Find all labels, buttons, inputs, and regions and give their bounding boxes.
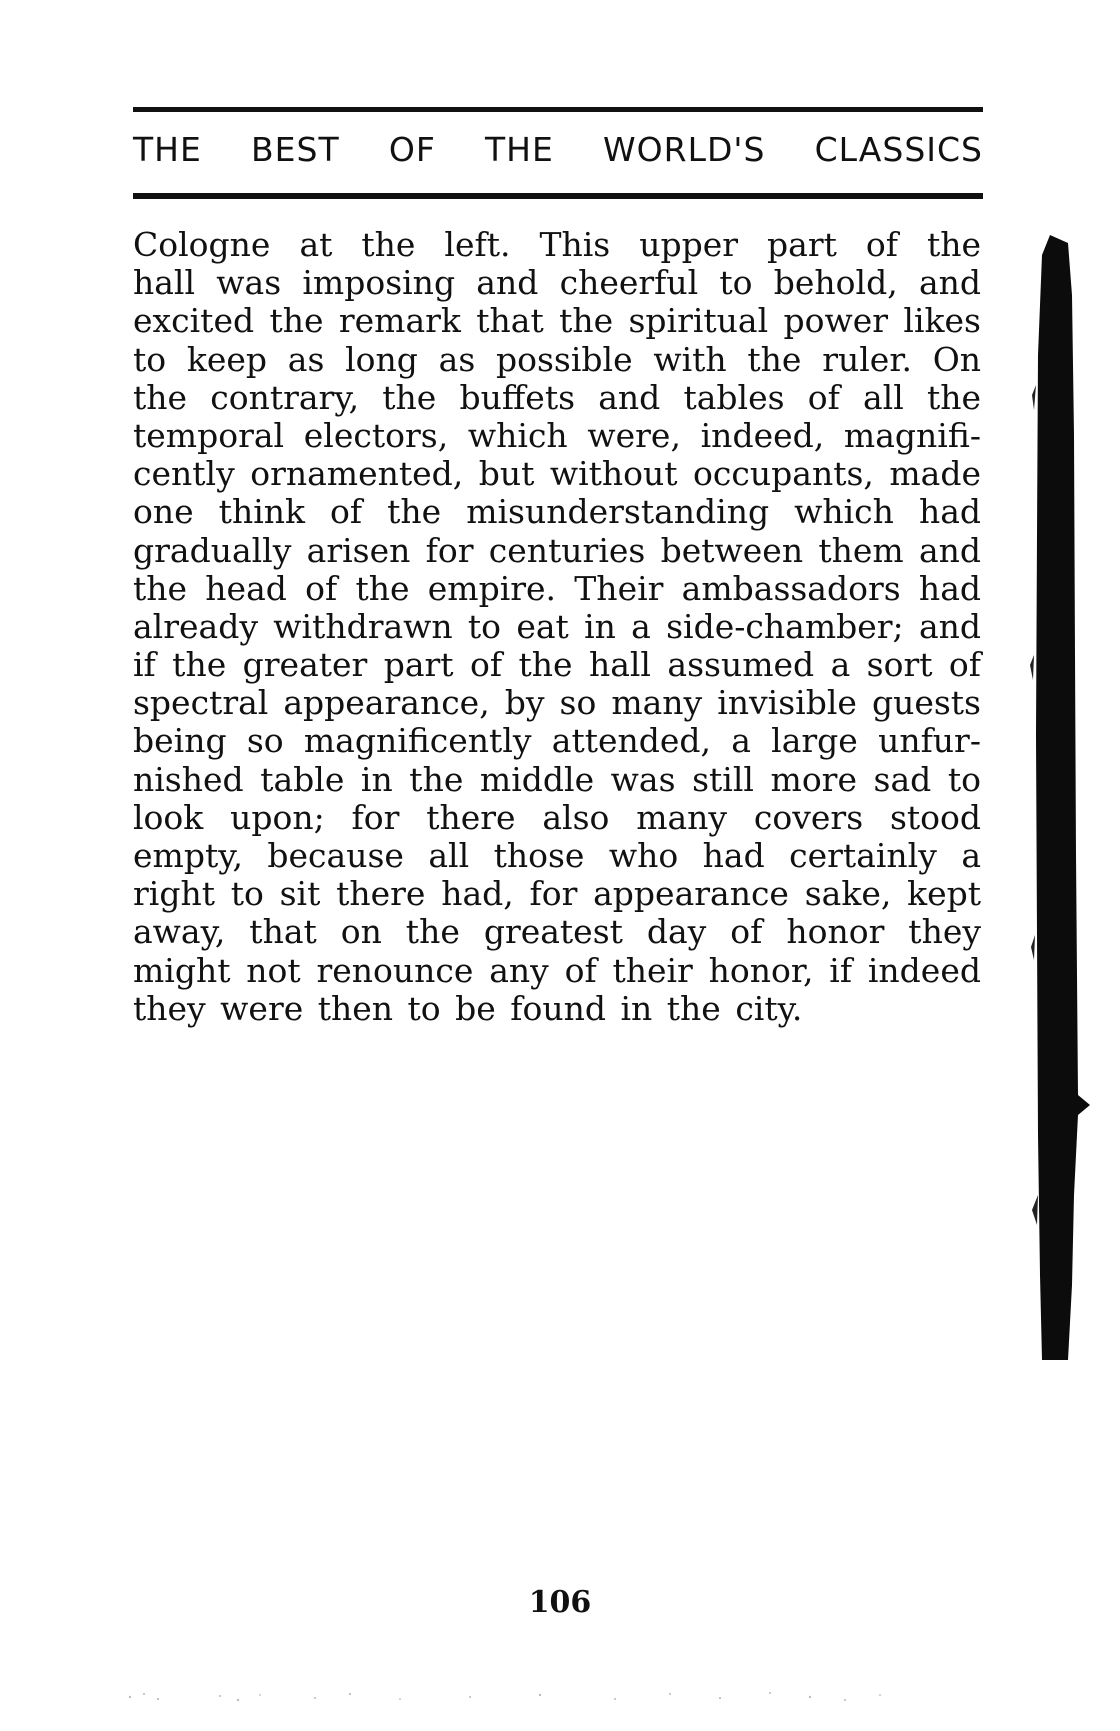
text-line: spectral appearance, by so many invisible guests <box>133 683 981 723</box>
text-line: to keep as long as possible with the ruler. On <box>133 339 981 379</box>
text-line: empty, because all those who had certainly a <box>133 836 981 875</box>
text-line: one think of the misunderstanding which had <box>133 492 981 532</box>
header-bottom-rule <box>133 193 983 199</box>
text-line: right to sit there had, for appearance sake, kept <box>133 874 981 914</box>
page-number: 106 <box>528 1585 592 1620</box>
text-line: already withdrawn to eat in a side-chamber; and <box>133 606 981 646</box>
running-title: THE BEST OF THE WORLD'S CLASSICS <box>133 130 983 169</box>
body-text <box>133 226 981 1028</box>
text-line: might not renounce any of their honor, if indeed <box>133 950 981 990</box>
binding-shadow <box>1028 235 1098 1360</box>
text-line: cently ornamented, but without occupants, made <box>133 454 981 494</box>
text-line: the head of the empire. Their ambassadors had <box>133 568 981 608</box>
text-line: the contrary, the buffets and tables of all the <box>133 377 981 417</box>
text-line: away, that on the greatest day of honor they <box>133 912 981 952</box>
text-line: look upon; for there also many covers stood <box>133 797 981 837</box>
text-line: excited the remark that the spiritual power likes <box>133 301 981 341</box>
text-line: temporal electors, which were, indeed, magnifi- <box>133 415 981 455</box>
text-line-last: they were then to be found in the city. <box>133 988 803 1028</box>
text-line: if the greater part of the hall assumed a sort of <box>133 645 981 685</box>
header-top-rule <box>133 107 983 112</box>
text-line: hall was imposing and cheerful to behold, and <box>133 263 981 303</box>
text-line: nished table in the middle was still more sad to <box>133 759 981 799</box>
text-line: gradually arisen for centuries between them and <box>133 530 981 570</box>
scan-speckle <box>110 1685 950 1709</box>
text-line: being so magnificently attended, a large unfur- <box>133 721 981 761</box>
text-line: Cologne at the left. This upper part of the <box>133 225 981 264</box>
